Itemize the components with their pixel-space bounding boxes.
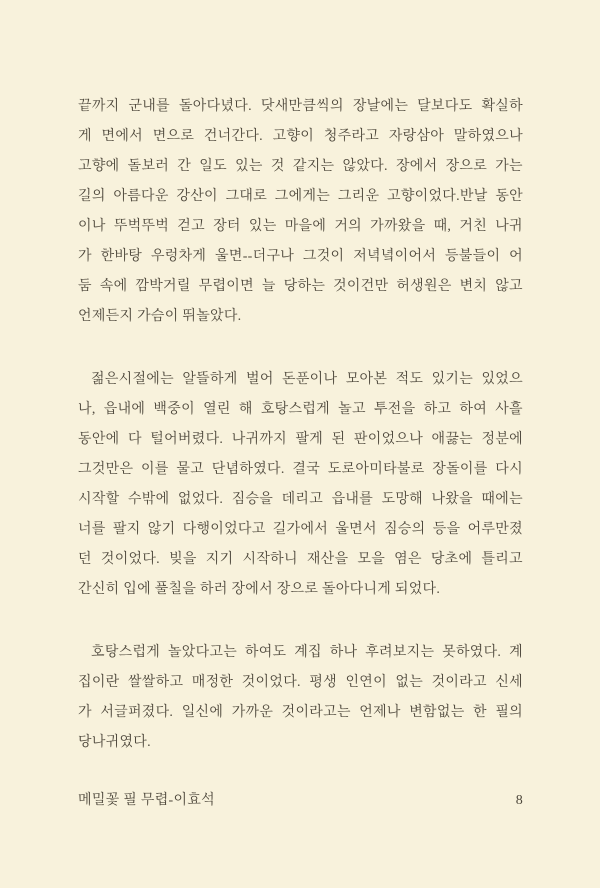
text-line: 호탕스럽게 놀았다고는 하여도 계집 하나 후려보지는 못하였다. 계 (91, 645, 523, 660)
text-line: 고향에 돌보러 간 일도 있는 것 같지는 않았다. 장에서 장으로 가는 (78, 159, 523, 174)
text-line: 길의 아름다운 강산이 그대로 그에게는 그리운 고향이었다.반날 동안 (78, 189, 523, 204)
text-line: 젊은시절에는 알뜰하게 벌어 돈푼이나 모아본 적도 있기는 있었으 (91, 372, 523, 387)
paragraph (78, 365, 523, 605)
footer-page-number: 8 (515, 793, 523, 808)
text-line: 집이란 쌀쌀하고 매정한 것이었다. 평생 인연이 없는 것이라고 신세 (78, 675, 523, 690)
text-line: 너를 팔지 않기 다행이었다고 길가에서 울면서 짐승의 등을 어루만졌 (78, 522, 523, 537)
text-line: 간신히 입에 풀칠을 하러 장에서 장으로 돌아다니게 되었다. (78, 582, 441, 597)
paragraph (78, 92, 523, 332)
paragraph (78, 638, 523, 758)
text-line: 언제든지 가슴이 뛰놀았다. (78, 309, 242, 324)
text-line: 끝까지 군내를 돌아다녔다. 닷새만큼씩의 장날에는 달보다도 확실하 (78, 99, 523, 114)
text-line: 이나 뚜벅뚜벅 걷고 장터 있는 마을에 거의 가까왔을 때, 거친 나귀 (78, 219, 523, 234)
text-line: 당나귀였다. (78, 735, 151, 750)
page-text (78, 92, 523, 758)
text-line: 게 면에서 면으로 건너간다. 고향이 청주라고 자랑삼아 말하였으나 (78, 129, 523, 144)
page-footer (78, 790, 523, 812)
text-line: 그것만은 이를 물고 단념하였다. 결국 도로아미타불로 장돌이를 다시 (78, 462, 523, 477)
text-line: 동안에 다 털어버렸다. 나귀까지 팔게 된 판이었으나 애끓는 정분에 (78, 432, 523, 447)
footer-book-title: 메밀꽃 필 무렵-이효석 (78, 793, 215, 808)
text-line: 시작할 수밖에 없었다. 짐승을 데리고 읍내를 도망해 나왔을 때에는 (78, 492, 523, 507)
text-line: 던 것이었다. 빚을 지기 시작하니 재산을 모을 염은 당초에 틀리고 (78, 552, 523, 567)
text-line: 가 한바탕 우렁차게 울면--더구나 그것이 저녁녘이어서 등불들이 어 (78, 249, 523, 264)
text-line: 나, 읍내에 백중이 열린 해 호탕스럽게 놀고 투전을 하고 하여 사흘 (78, 402, 523, 417)
text-line: 가 서글퍼졌다. 일신에 가까운 것이라고는 언제나 변함없는 한 필의 (78, 705, 523, 720)
text-line: 둠 속에 깜박거릴 무렵이면 늘 당하는 것이건만 허생원은 변치 않고 (78, 279, 523, 294)
